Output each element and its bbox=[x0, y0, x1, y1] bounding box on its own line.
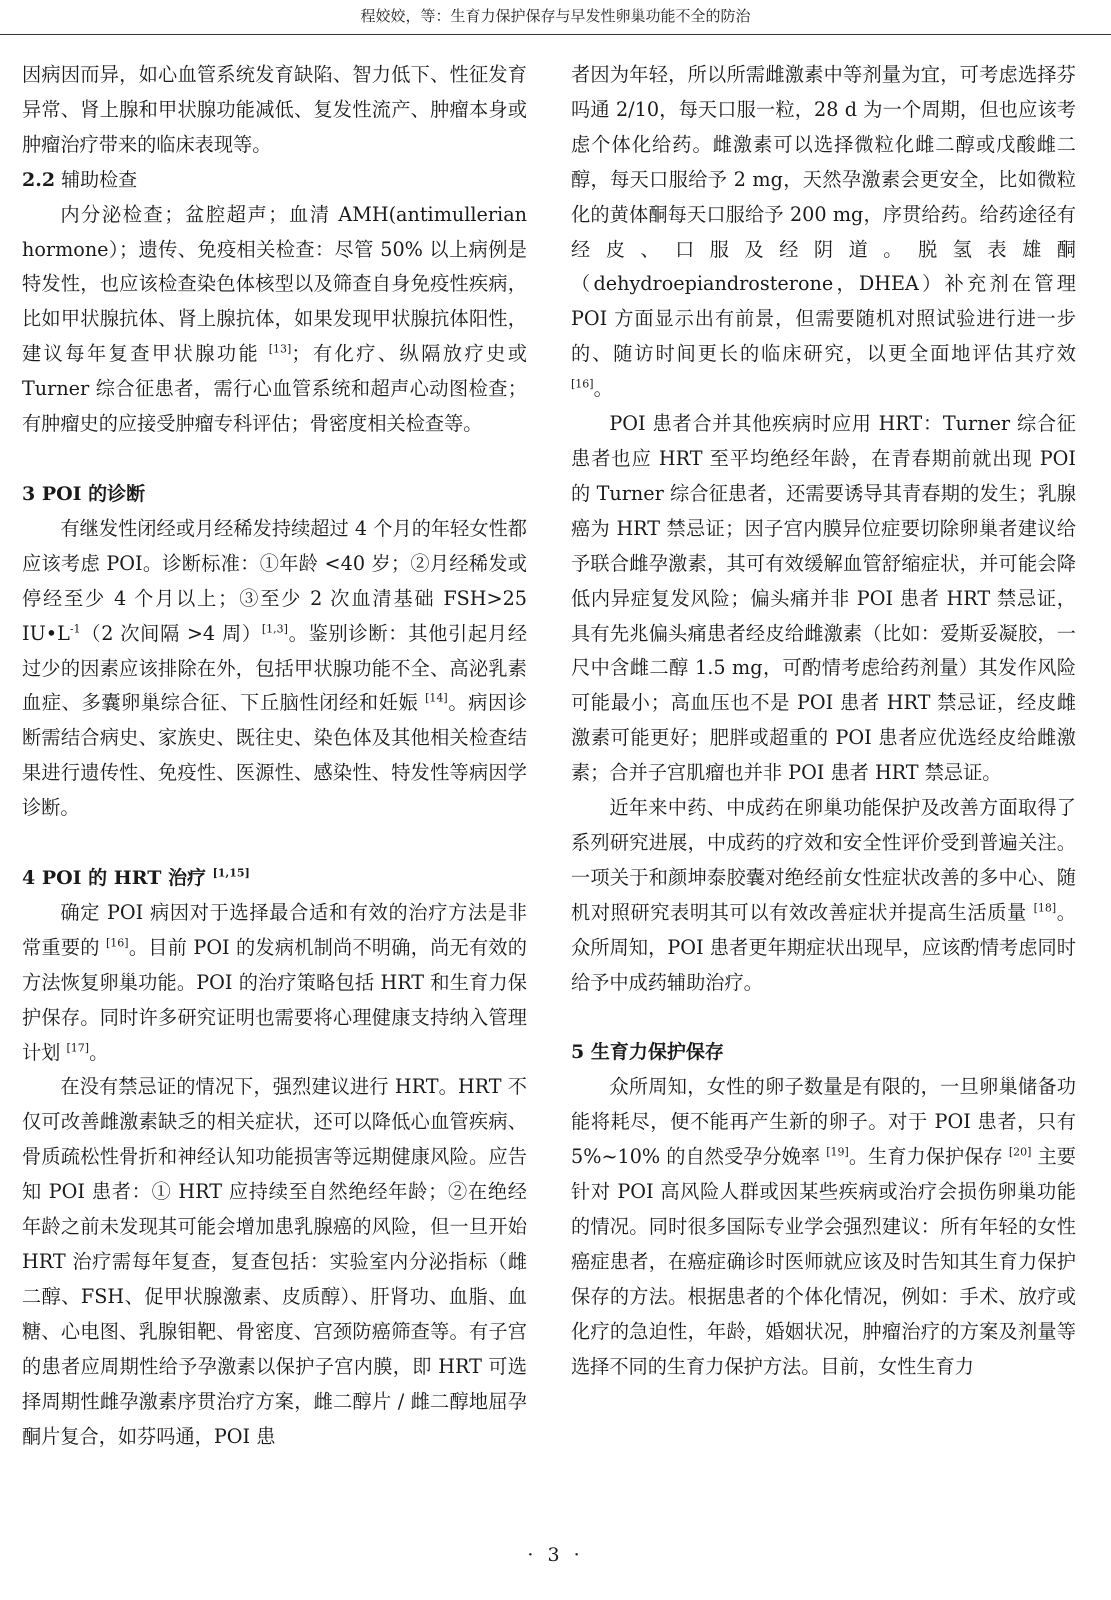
paragraph-hrt-intro: 确定 POI 病因对于选择最合适和有效的治疗方法是非常重要的 [16]。目前 POI 的发病机制尚不明确，尚无有效的方法恢复卵巢功能。POI 的治疗策略包括 HRT 和生育力保护保存。同时许多研究证明也需要将心理健康支持纳入管理计划 [17]。 bbox=[22, 900, 527, 1064]
section-heading-5: 5 生育力保护保存 bbox=[571, 1041, 724, 1064]
paragraph-comorbidity: POI 患者合并其他疾病时应用 HRT：Turner 综合征患者也应 HRT 至平均绝经年龄，在青春期前就出现 POI 的 Turner 综合征患者，还需要诱导其青春期的发生；乳腺癌为 HRT 禁忌证；因子宫内膜异位症要切除卵巢者建议给予联合雌孕激素，其可有效缓解血管舒缩症状，并可能会降低内异症复发风险；偏头痛并非 POI 患者 HRT 禁忌证，具有先兆偏头痛患者经皮给雌激素（比如：爱斯妥凝胶，一尺中含雌二醇 1.5 mg，可酌情考虑给药剂量）其发作风险可能最小；高血压也不是 POI 患者 HRT 禁忌证，经皮雌激素可能更好；肥胖或超重的 POI 患者应优选经皮给雌激素；合并子宫肌瘤也并非 POI 患者 HRT 禁忌证。 bbox=[571, 412, 1076, 785]
citation: [17] bbox=[66, 1041, 90, 1055]
section-number: 2.2 bbox=[22, 168, 56, 191]
paragraph-auxiliary-exam: 内分泌检查；盆腔超声；血清 AMH(antimullerian hormone）；遗传、免疫相关检查：尽管 50% 以上病例是特发性，也应该检查染色体核型以及筛查自身免疫性疾病，比如甲状腺抗体、肾上腺抗体，如果发现甲状腺抗体阳性，建议每年复查甲状腺功能 [13]；有化疗、纵隔放疗史或 Turner 综合征患者，需行心血管系统和超声心动图检查；有肿瘤史的应接受肿瘤专科评估；骨密度相关检查等。 bbox=[22, 202, 527, 436]
page-number: · 3 · bbox=[527, 1544, 584, 1566]
section-title: 辅助检查 bbox=[61, 168, 138, 191]
citation: [14] bbox=[425, 692, 448, 706]
left-column bbox=[22, 58, 527, 1454]
superscript: -1 bbox=[69, 622, 81, 636]
paragraph-hrt-dosage: 者因为年轻，所以所需雌激素中等剂量为宜，可考虑选择芬吗通 2/10，每天口服一粒，28 d 为一个周期，但也应该考虑个体化给药。雌激素可以选择微粒化雌二醇或戊酸雌二醇，每天口服给予 2 mg，天然孕激素会更安全，比如微粒化的黄体酮每天口服给予 200 mg，序贯给药。给药途径有经皮、口服及经阴道。脱氢表雄酮（dehydroepiandrosterone，DHEA）补充剂在管理 POI 方面显示出有前景，但需要随机对照试验进行进一步的、随访时间更长的临床研究，以更全面地评估其疗效 [16]。 bbox=[571, 63, 1076, 401]
section-heading-4: 4 POI 的 HRT 治疗 [1,15] bbox=[22, 866, 250, 890]
right-column bbox=[571, 58, 1076, 1385]
citation: [1,3] bbox=[261, 622, 288, 636]
paragraph-intro: 因病因而异，如心血管系统发育缺陷、智力低下、性征发育异常、肾上腺和甲状腺功能减低、复发性流产、肿瘤本身或肿瘤治疗带来的临床表现等。 bbox=[22, 63, 527, 156]
citation: [16] bbox=[106, 936, 129, 950]
paragraph-fertility: 众所周知，女性的卵子数量是有限的，一旦卵巢储备功能将耗尽，便不能再产生新的卵子。对于 POI 患者，只有 5%~10% 的自然受孕分娩率 [19]。生育力保护保存 [20] 主要针对 POI 高风险人群或因某些疾病或治疗会损伤卵巢功能的情况。同时很多国际专业学会强烈建议：所有年轻的女性癌症患者，在癌症确诊时医师就应该及时告知其生育力保护保存的方法。根据患者的个体化情况，例如：手术、放疗或化疗的急迫性，年龄，婚姻状况，肿瘤治疗的方案及剂量等选择不同的生育力保护方法。目前，女性生育力 bbox=[571, 1075, 1076, 1378]
paragraph-hrt-detail: 在没有禁忌证的情况下，强烈建议进行 HRT。HRT 不仅可改善雌激素缺乏的相关症状，还可以降低心血管疾病、骨质疏松性骨折和神经认知功能损害等远期健康风险。应告知 POI 患者：① HRT 应持续至自然绝经年龄；②在绝经年龄之前未发现其可能会增加患乳腺癌的风险，但一旦开始 HRT 治疗需每年复查，复查包括：实验室内分泌指标（雌二醇、FSH、促甲状腺激素、皮质醇）、肝肾功、血脂、血糖、心电图、乳腺钼靶、骨密度、宫颈防癌筛查等。有子宫的患者应周期性给予孕激素以保护子宫内膜，即 HRT 可选择周期性雌孕激素序贯治疗方案，雌二醇片 / 雌二醇地屈孕酮片复合，如芬吗通，POI 患 bbox=[22, 1075, 527, 1448]
paragraph-diagnosis: 有继发性闭经或月经稀发持续超过 4 个月的年轻女性都应该考虑 POI。诊断标准：①年龄 <40 岁；②月经稀发或停经至少 4 个月以上；③至少 2 次血清基础 FSH>25 $IU•L^{-1}(2$ 次间隔 >4 周）[1,3]。鉴别诊断：其他引起月经过少的因素应该排除在外，包括甲状腺功能不全、高泌乳素血症、多囊卵巢综合征、下丘脑性闭经和妊娠 [14]。病因诊断需结合病史、家族史、既往史、染色体及其他相关检查结果进行遗传性、免疫性、医源性、感染性、特发性等病因学诊断。 bbox=[22, 516, 528, 820]
running-header bbox=[0, 0, 1111, 35]
section-heading-2-2 bbox=[22, 163, 527, 198]
citation: [20] bbox=[1008, 1145, 1032, 1159]
citation: [19] bbox=[826, 1145, 849, 1159]
citation: [1,15] bbox=[212, 866, 250, 880]
citation: [16] bbox=[571, 377, 594, 391]
citation: [18] bbox=[1033, 901, 1057, 915]
paragraph-tcm: 近年来中药、中成药在卵巢功能保护及改善方面取得了系列研究进展，中成药的疗效和安全性评价受到普遍关注。一项关于和颜坤泰胶囊对绝经前女性症状改善的多中心、随机对照研究表明其可以有效改善症状并提高生活质量 [18]。众所周知，POI 患者更年期症状出现早，应该酌情考虑同时给予中成药辅助治疗。 bbox=[571, 796, 1076, 994]
section-heading-3: 3 POI 的诊断 bbox=[22, 482, 146, 505]
running-title: 程姣姣，等：生育力保护保存与早发性卵巢功能不全的防治 bbox=[360, 7, 751, 25]
citation: [13] bbox=[268, 342, 292, 356]
